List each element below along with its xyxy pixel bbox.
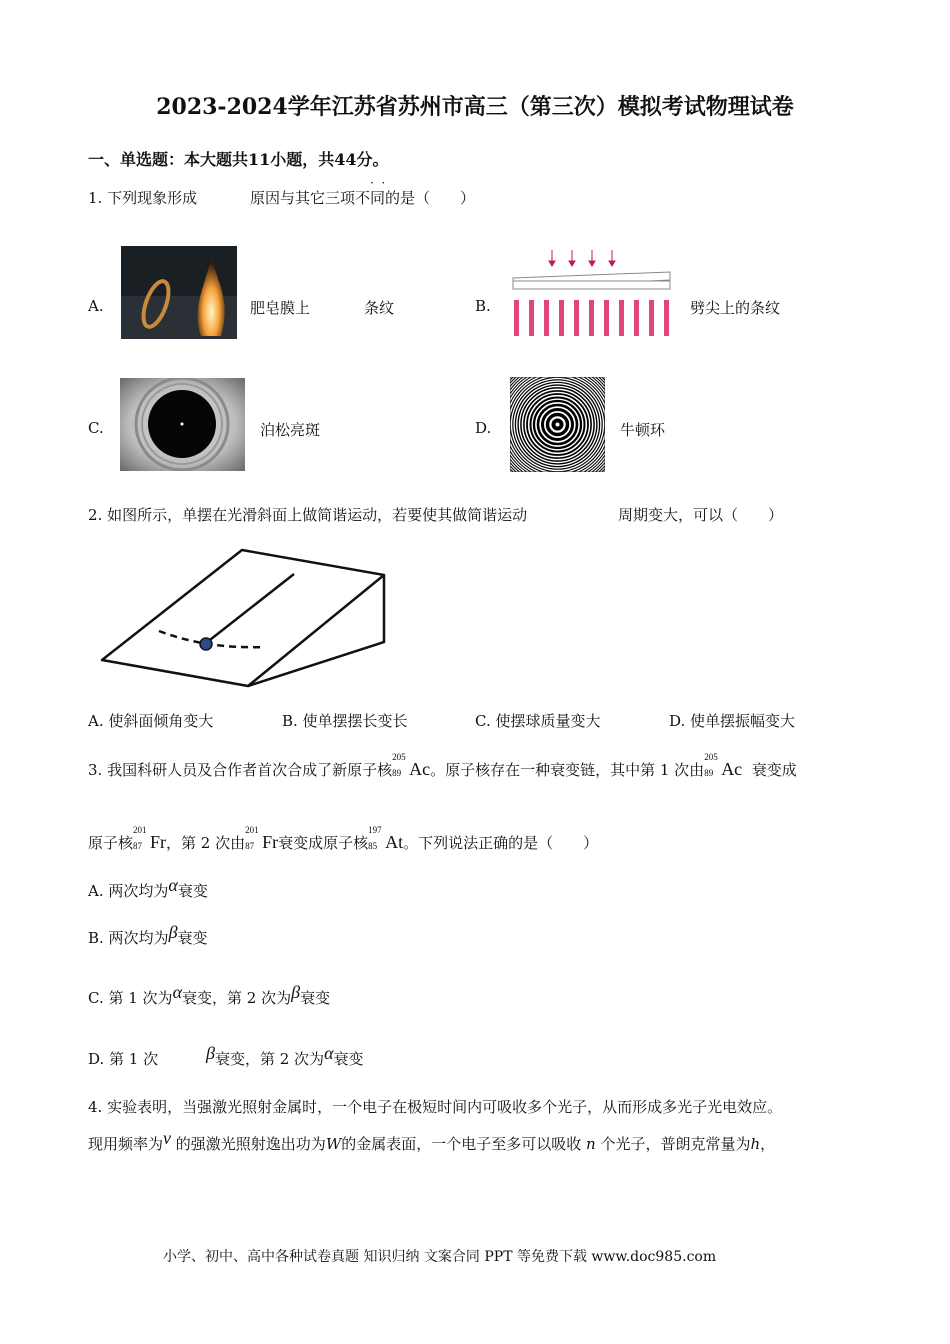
- q3-line2-part2: ，第 2 次由: [166, 834, 246, 852]
- q3-line1-part1: 3. 我国科研人员及合作者首次合成了新原子核: [88, 761, 393, 779]
- q3-line1: [88, 752, 797, 780]
- q3-line2-part3: 衰变成原子核: [278, 834, 369, 852]
- q1-option-c-text: 泊松亮斑: [260, 421, 321, 439]
- page-title: 2023-2024学年江苏省苏州市高三（第三次）模拟考试物理试卷: [156, 94, 794, 120]
- beta-symbol: β: [206, 1043, 215, 1063]
- nu-symbol: ν: [163, 1128, 172, 1148]
- nuclide-ac-205: 205 89 Ac: [392, 752, 431, 779]
- q1-option-c-label: C.: [88, 419, 104, 437]
- nuclide-ac-205-second: 205 89 Ac: [704, 752, 743, 779]
- wedge-fringes-figure: [510, 248, 675, 338]
- q1-option-b-text: 劈尖上的条纹: [690, 299, 781, 317]
- q1-stem-part2: 原因与其它三项不同的是（ ）: [250, 189, 476, 207]
- alpha-symbol: α: [324, 1043, 334, 1063]
- beta-symbol: β: [168, 922, 178, 942]
- q3-line2: [88, 825, 599, 853]
- section-heading: 一、单选题：本大题共11小题，共44分。: [88, 150, 389, 169]
- q3-option-d-part2: β衰变，第 2 次为α衰变: [206, 1043, 364, 1068]
- q3-line2-part1: 原子核: [88, 834, 134, 852]
- page-footer: 小学、初中、高中各种试卷真题 知识归纳 文案合同 PPT 等免费下载 www.doc985.com: [163, 1249, 717, 1265]
- q3-line1-part2: 。原子核存在一种衰变链，其中第 1 次由: [430, 761, 705, 779]
- q4-line2: 现用频率为ν 的强激光照射逸出功为W的金属表面，一个电子至多可以吸收 n 个光子，普朗克常量为h，: [88, 1128, 776, 1153]
- beta-symbol: β: [291, 982, 301, 1002]
- q3-line2-part4: 。下列说法正确的是（ ）: [403, 834, 599, 852]
- q1-option-a-text1: 肥皂膜上: [250, 299, 311, 317]
- q4-line1: 4. 实验表明，当强激光照射金属时，一个电子在极短时间内可吸收多个光子，从而形成多光子光电效应。: [88, 1098, 783, 1116]
- q1-option-a-text2: 条纹: [364, 299, 395, 317]
- q1-option-a-label: A.: [88, 297, 104, 315]
- n-symbol: n: [586, 1135, 596, 1153]
- q2-option-c: C. 使摆球质量变大: [475, 712, 601, 730]
- q1-stem-part1: 1. 下列现象形成: [88, 189, 198, 207]
- q1-option-d-text: 牛顿环: [620, 421, 666, 439]
- h-symbol: h: [750, 1135, 761, 1153]
- q3-line1-part3: 衰变成: [751, 761, 797, 779]
- newton-rings-figure: [510, 377, 605, 472]
- nuclide-at-197: 197 85 At: [368, 825, 404, 852]
- alpha-symbol: α: [172, 982, 183, 1002]
- pendulum-on-incline-diagram: [95, 545, 395, 695]
- q2-option-a: A. 使斜面倾角变大: [88, 712, 214, 730]
- q2-stem-part2: 周期变大，可以（ ）: [618, 506, 784, 524]
- alpha-symbol: α: [168, 875, 178, 895]
- q1-option-d-label: D.: [475, 419, 492, 437]
- q3-option-b: B. 两次均为β衰变: [88, 922, 208, 947]
- q2-option-b: B. 使单摆摆长变长: [282, 712, 408, 730]
- q2-stem-part1: 2. 如图所示，单摆在光滑斜面上做简谐运动，若要使其做简谐运动: [88, 506, 528, 524]
- q2-option-d: D. 使单摆振幅变大: [669, 712, 796, 730]
- q3-option-d-part1: D. 第 1 次: [88, 1050, 159, 1068]
- q3-option-a: A. 两次均为α衰变: [88, 875, 208, 900]
- poisson-spot-photo: [120, 378, 245, 471]
- nuclide-fr-201: 201 87 Fr: [133, 825, 167, 852]
- soap-film-photo: [121, 246, 237, 339]
- nuclide-fr-201-second: 201 87 Fr: [245, 825, 279, 852]
- work-function-symbol: W: [325, 1135, 342, 1153]
- q3-option-c: C. 第 1 次为α衰变，第 2 次为β衰变: [88, 982, 331, 1007]
- q1-option-b-label: B.: [475, 297, 491, 315]
- emphasis-dots: · ·: [370, 176, 386, 190]
